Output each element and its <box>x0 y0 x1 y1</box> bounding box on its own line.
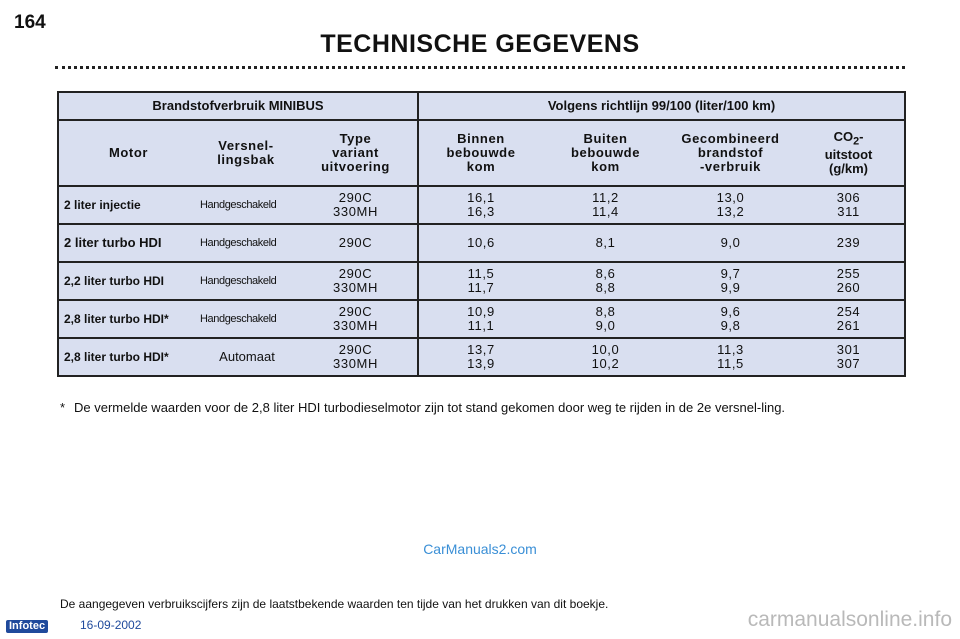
cell-city: 13,7 13,9 <box>418 338 543 376</box>
cell-co2: 239 <box>793 224 905 262</box>
cell-co2: 254 261 <box>793 300 905 338</box>
table-row <box>58 186 905 224</box>
cell-type: 290C 330MH <box>294 186 418 224</box>
table-header-left: Brandstofverbruik MINIBUS <box>58 92 418 120</box>
watermark: CarManuals2.com <box>423 541 537 557</box>
cell-type: 290C <box>294 224 418 262</box>
cell-combined: 9,0 <box>668 224 793 262</box>
cell-co2: 255 260 <box>793 262 905 300</box>
cell-highway: 11,2 11,4 <box>543 186 668 224</box>
cell-motor: 2,8 liter turbo HDI* <box>58 338 198 376</box>
cell-gearbox: Handgeschakeld <box>198 300 294 338</box>
page-title: TECHNISCHE GEGEVENS <box>320 30 640 58</box>
cell-gearbox: Automaat <box>198 338 294 376</box>
column-header-motor: Motor <box>58 120 198 186</box>
cell-city: 11,5 11,7 <box>418 262 543 300</box>
site-watermark: carmanualsonline.info <box>747 608 952 631</box>
cell-highway: 8,6 8,8 <box>543 262 668 300</box>
cell-type: 290C 330MH <box>294 300 418 338</box>
cell-combined: 9,6 9,8 <box>668 300 793 338</box>
footnote <box>60 399 910 416</box>
cell-motor: 2 liter turbo HDI <box>58 224 198 262</box>
table-row <box>58 300 905 338</box>
cell-type: 290C 330MH <box>294 262 418 300</box>
cell-gearbox: Handgeschakeld <box>198 224 294 262</box>
cell-motor: 2,8 liter turbo HDI* <box>58 300 198 338</box>
cell-motor: 2,2 liter turbo HDI <box>58 262 198 300</box>
cell-gearbox: Handgeschakeld <box>198 186 294 224</box>
footnote-text: De vermelde waarden voor de 2,8 liter HDI turbodieselmotor zijn tot stand gekomen door weg te rijden in de 2e versnel-ling. <box>74 400 786 415</box>
cell-city: 10,9 11,1 <box>418 300 543 338</box>
cell-highway: 10,0 10,2 <box>543 338 668 376</box>
table-row <box>58 224 905 262</box>
cell-gearbox: Handgeschakeld <box>198 262 294 300</box>
cell-co2: 301 307 <box>793 338 905 376</box>
infotec-logo: Infotec <box>6 620 48 633</box>
column-header-city: Binnen bebouwde kom <box>418 120 543 186</box>
cell-highway: 8,8 9,0 <box>543 300 668 338</box>
cell-highway: 8,1 <box>543 224 668 262</box>
table-header-right: Volgens richtlijn 99/100 (liter/100 km) <box>418 92 905 120</box>
cell-motor: 2 liter injectie <box>58 186 198 224</box>
column-header-highway: Buiten bebouwde kom <box>543 120 668 186</box>
dotted-divider <box>55 66 905 69</box>
print-date: 16-09-2002 <box>80 618 142 632</box>
table-row <box>58 262 905 300</box>
fuel-consumption-table <box>57 91 906 377</box>
cell-combined: 13,0 13,2 <box>668 186 793 224</box>
bottom-note: De aangegeven verbruikscijfers zijn de laatstbekende waarden ten tijde van het drukken van dit boekje. <box>60 597 609 611</box>
column-header-co2: $CO_2-$ uitstoot (g/km) <box>793 120 905 186</box>
cell-city: 16,1 16,3 <box>418 186 543 224</box>
table-row <box>58 338 905 376</box>
column-header-combined: Gecombineerd brandstof -verbruik <box>668 120 793 186</box>
cell-type: 290C 330MH <box>294 338 418 376</box>
cell-city: 10,6 <box>418 224 543 262</box>
cell-combined: 11,3 11,5 <box>668 338 793 376</box>
footnote-mark: * <box>60 400 66 415</box>
column-header-type: Type variant uitvoering <box>294 120 418 186</box>
cell-co2: 306 311 <box>793 186 905 224</box>
cell-combined: 9,7 9,9 <box>668 262 793 300</box>
page-number: 164 <box>14 12 46 33</box>
column-header-gearbox: Versnel- lingsbak <box>198 120 294 186</box>
